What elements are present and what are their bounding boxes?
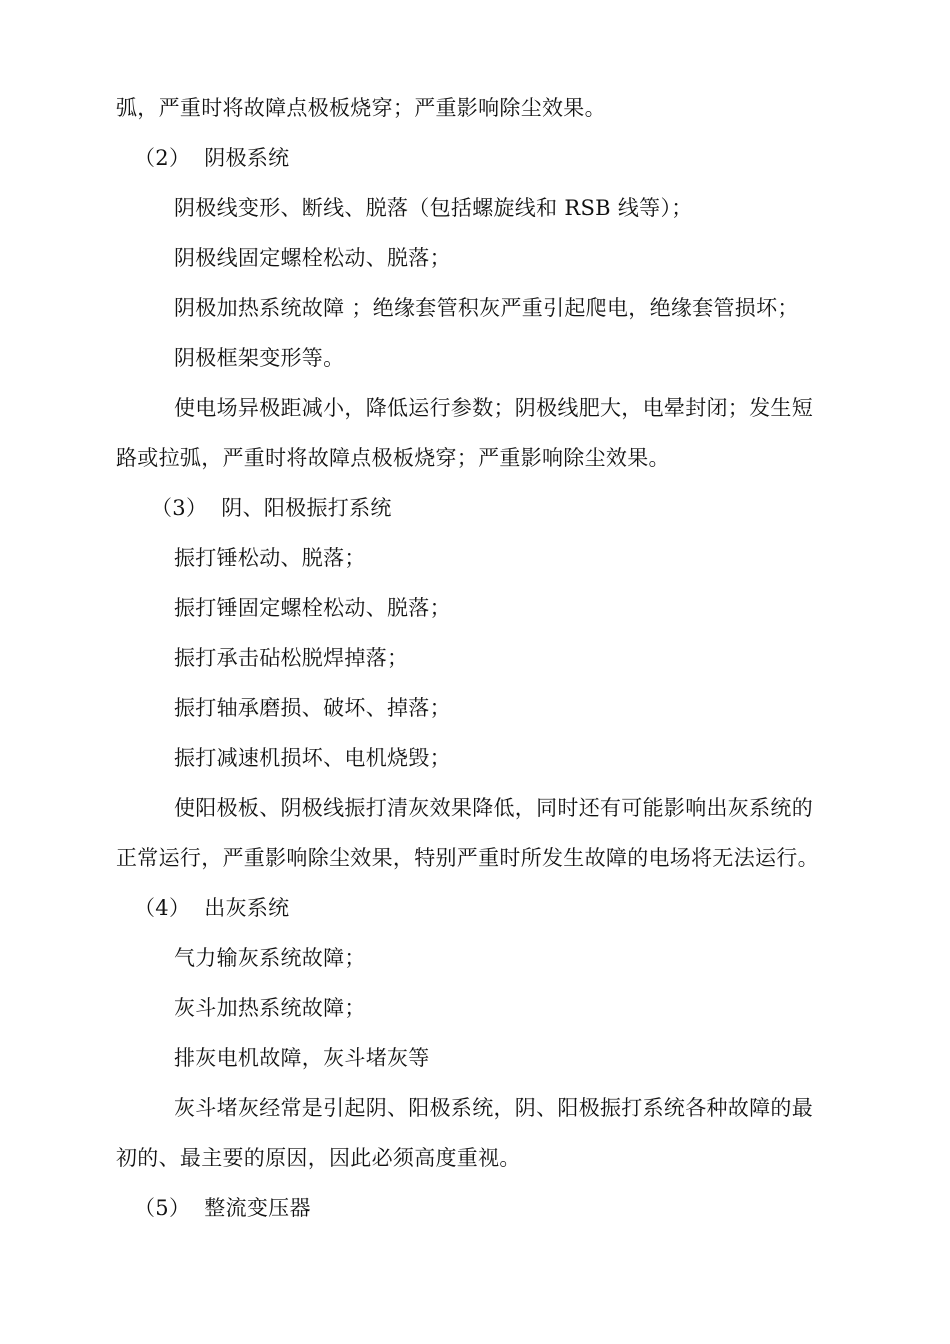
list-item: 振打锤固定螺栓松动、脱落； [174,596,451,620]
list-item: 振打减速机损坏、电机烧毁； [174,746,451,770]
list-item: 阴极框架变形等。 [174,346,345,370]
heading-title: 阴极系统 [204,146,290,170]
heading-number: （5） [134,1196,191,1220]
list-item: 阴极加热系统故障 ；绝缘套管积灰严重引起爬电，绝缘套管损坏； [174,296,799,320]
list-item: 气力输灰系统故障； [174,946,366,970]
list-item: 振打锤松动、脱落； [174,546,366,570]
section-heading-5 [134,1193,311,1223]
paragraph-line: 初的、最主要的原因，因此必须高度重视。 [116,1146,521,1170]
section-heading-4 [134,893,289,923]
section-heading-2 [134,143,289,173]
list-item: 振打轴承磨损、破坏、掉落； [174,696,451,720]
heading-title: 整流变压器 [204,1196,311,1220]
heading-title: 出灰系统 [204,896,290,920]
heading-number: （3） [151,496,208,520]
heading-title: 阴、阳极振打系统 [221,496,392,520]
list-item: 灰斗加热系统故障； [174,996,366,1020]
paragraph-line: 路或拉弧，严重时将故障点极板烧穿；严重影响除尘效果。 [116,446,670,470]
paragraph-line: 使电场异极距减小，降低运行参数；阴极线肥大，电晕封闭；发生短 [174,396,813,420]
list-item: 排灰电机故障，灰斗堵灰等 [174,1046,430,1070]
list-item: 阴极线变形、断线、脱落（包括螺旋线和 RSB 线等）； [174,196,693,220]
paragraph-line: 灰斗堵灰经常是引起阴、阳极系统，阴、阳极振打系统各种故障的最 [174,1096,813,1120]
section-heading-3 [151,493,392,523]
paragraph-line: 正常运行，严重影响除尘效果，特别严重时所发生故障的电场将无法运行。 [116,846,819,870]
heading-number: （2） [134,146,191,170]
paragraph-line: 弧，严重时将故障点极板烧穿；严重影响除尘效果。 [116,96,606,120]
heading-number: （4） [134,896,191,920]
list-item: 振打承击砧松脱焊掉落； [174,646,409,670]
list-item: 阴极线固定螺栓松动、脱落； [174,246,451,270]
paragraph-line: 使阳极板、阴极线振打清灰效果降低，同时还有可能影响出灰系统的 [174,796,813,820]
